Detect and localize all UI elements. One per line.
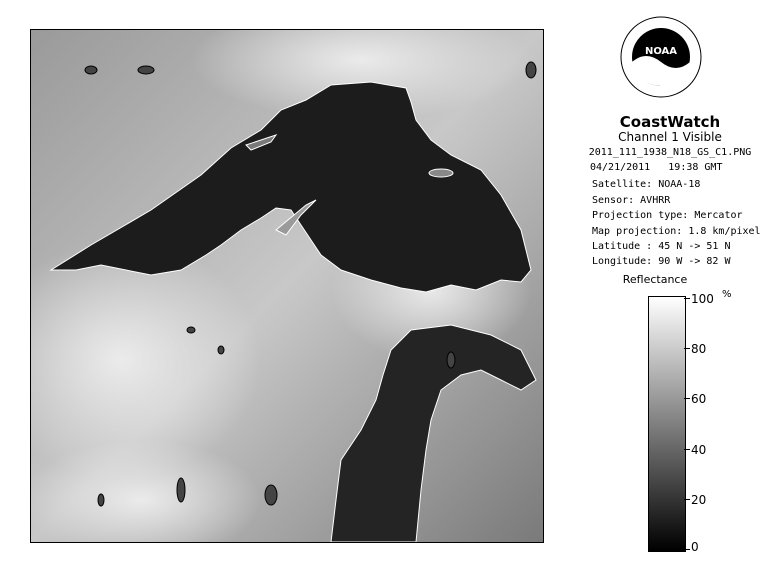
channel-label: Channel 1 Visible	[618, 130, 722, 144]
island	[429, 169, 453, 177]
noaa-logo	[620, 16, 702, 98]
meta-longitude: Longitude: 90 W -> 82 W	[592, 256, 731, 267]
acquisition-date: 04/21/2011	[590, 162, 651, 173]
scale-tick	[684, 398, 690, 399]
meta-sensor: Sensor: AVHRR	[592, 195, 671, 206]
meta-satellite: Satellite: NOAA-18	[592, 179, 701, 190]
scale-tick-label: 80	[691, 342, 707, 356]
scale-tick-label: 20	[691, 493, 707, 507]
meta-latitude: Latitude : 45 N -> 51 N	[592, 241, 731, 252]
scale-tick-label: 0	[691, 540, 699, 554]
file-name: 2011_111_1938_N18_GS_C1.PNG	[588, 147, 752, 158]
scale-tick-label: 100	[691, 292, 714, 306]
scale-tick-label: 40	[691, 443, 707, 457]
scale-tick	[684, 499, 690, 500]
acquisition-time: 19:38 GMT	[668, 162, 723, 173]
scale-tick	[684, 348, 690, 349]
scale-tick-label: 60	[691, 392, 707, 406]
noaa-logo-text: NOAA	[644, 46, 678, 57]
scale-tick	[684, 449, 690, 450]
meta-projection-type: Projection type: Mercator	[592, 210, 743, 221]
scale-title: Reflectance	[622, 273, 688, 286]
scale-tick	[684, 549, 690, 550]
meta-map-projection: Map projection: 1.8 km/pixel	[592, 226, 761, 237]
scale-unit: %	[722, 289, 732, 300]
satellite-image-panel	[30, 29, 544, 543]
reflectance-colorbar	[648, 296, 686, 552]
satellite-map	[31, 30, 543, 542]
scale-tick	[684, 298, 690, 299]
acquisition-datetime	[590, 162, 722, 173]
product-title: CoastWatch	[619, 113, 721, 131]
